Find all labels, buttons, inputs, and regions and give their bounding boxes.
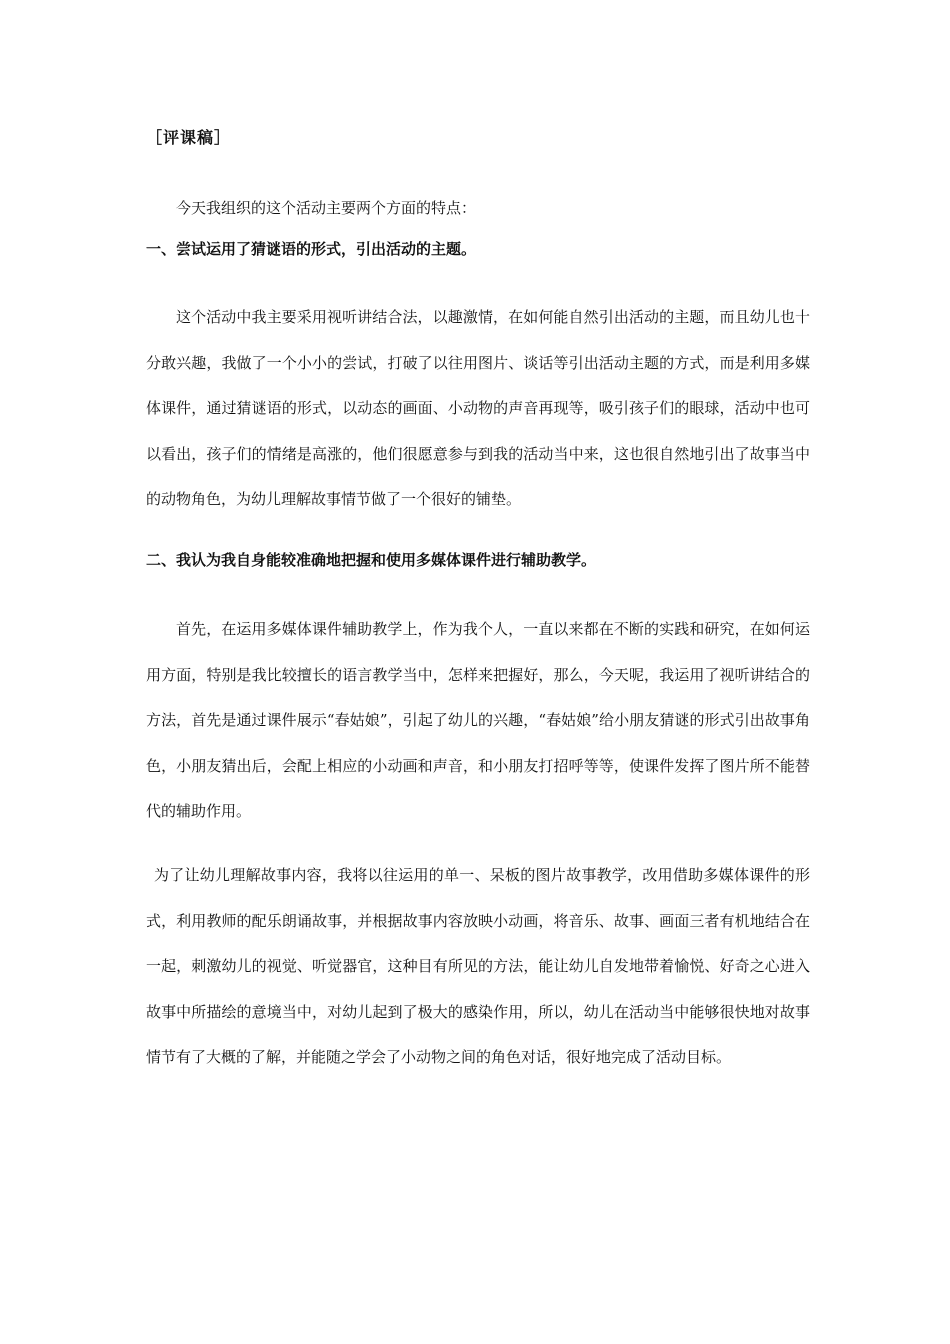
intro-text: 今天我组织的这个活动主要两个方面的特点： (176, 199, 477, 217)
section-1-paragraph: 这个活动中我主要采用视听讲结合法，以趣激情，在如何能自然引出活动的主题，而且幼儿也十分敢兴趣，我做了一个小小的尝试，打破了以往用图片、谈话等引出活动主题的方式，而是利用多媒体课件，通过猜谜语的形式，以动态的画面、小动物的声音再现等，吸引孩子们的眼球，活动中也可以看出，孩子们的情绪是高涨的，他们很愿意参与到我的活动当中来，这也很自然地引出了故事当中的动物角色，为幼儿理解故事情节做了一个很好的铺垫。 (146, 308, 810, 508)
document-title: ［评课稿］ (146, 128, 232, 147)
section-2-paragraph-2: 为了让幼儿理解故事内容，我将以往运用的单一、呆板的图片故事教学，改用借助多媒体课件的形式，利用教师的配乐朗诵故事，并根据故事内容放映小动画，将音乐、故事、画面三者有机地结合在一起，刺激幼儿的视觉、听觉器官，这种目有所见的方法，能让幼儿自发地带着愉悦、好奇之心进入故事中所描绘的意境当中，对幼儿起到了极大的感染作用，所以，幼儿在活动当中能够很快地对故事情节有了大概的了解，并能随之学会了小动物之间的角色对话，很好地完成了活动目标。 (146, 866, 810, 1066)
section-1-heading: 一、尝试运用了猜谜语的形式，引出活动的主题。 (146, 240, 477, 258)
section-2-paragraph-1: 首先，在运用多媒体课件辅助教学上，作为我个人，一直以来都在不断的实践和研究，在如何运用方面，特别是我比较擅长的语言教学当中，怎样来把握好，那么，今天呢，我运用了视听讲结合的方法，首先是通过课件展示“春姑娘”，引起了幼儿的兴趣，“春姑娘”给小朋友猜谜的形式引出故事角色，小朋友猜出后，会配上相应的小动画和声音，和小朋友打招呼等等，使课件发挥了图片所不能替代的辅助作用。 (146, 620, 810, 820)
section-2-heading: 二、我认为我自身能较准确地把握和使用多媒体课件进行辅助教学。 (146, 551, 597, 569)
